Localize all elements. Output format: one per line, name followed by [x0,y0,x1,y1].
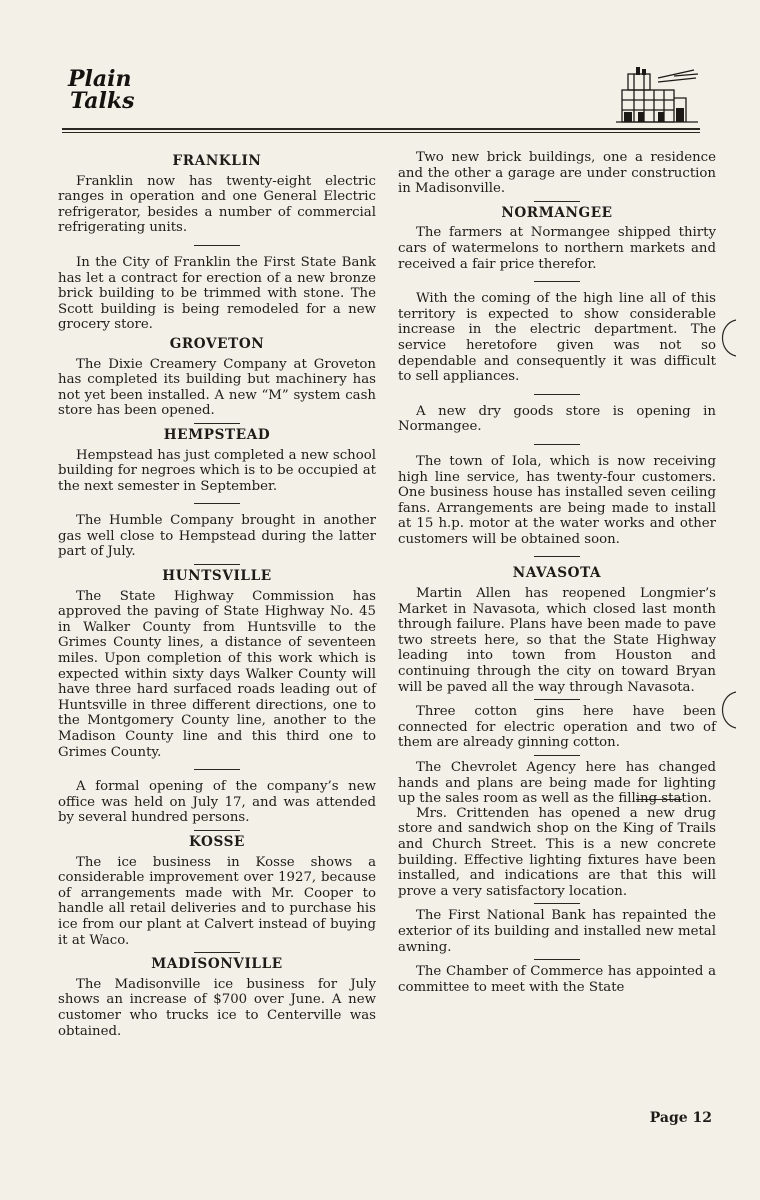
paragraph: With the coming of the high line all of this territory is expected to show considerable increase in the electric department. The service heretofore given was not so dependable and consequently it was difficult to sell appliances. [398,291,716,385]
paragraph: Franklin now has twenty-eight electric ranges in operation and one General Electric refrigerator, besides a number of commercial refrigerating units. [58,173,376,236]
separator [534,699,580,700]
paragraph: A formal opening of the company’s new office was held on July 17, and was attended by several hundred persons. [58,779,376,826]
masthead [62,64,702,134]
separator [534,201,580,202]
paragraph: Martin Allen has reopened Longmier’s Market in Navasota, which closed last month through failure. Plans have been made to pave two streets here, so that the State Highway leading into town from Houston and continuing through the city on toward Bryan will be paved all the way through Navasota. [398,586,716,695]
separator [194,245,240,246]
separator [534,281,580,282]
section-heading-hempstead: HEMPSTEAD [163,426,271,443]
section-heading-navasota: NAVASOTA [512,565,602,582]
section-heading-groveton: GROVETON [169,335,265,352]
masthead-rule [62,128,700,130]
left-column [58,150,376,1039]
plain-talks-logo [68,68,135,112]
separator [194,503,240,504]
separator [534,556,580,557]
paragraph: The Chamber of Commerce has appointed a committee to meet with the State [398,964,716,995]
masthead-rule-thin [62,132,700,133]
separator [534,903,580,904]
paragraph: The ice business in Kosse shows a considerable improvement over 1927, because of arrangements made with Mr. Cooper to handle all retail deliveries and to purchase his ice from our plant at Calvert instead of buying it at Waco. [58,854,376,948]
separator [194,564,240,565]
paragraph: Mrs. Crittenden has opened a new drug store and sandwich shop on the King of Trails and Church Street. This is a new concrete building. Effective lighting fixtures have been installed, and indications are that this will prove a very satisfactory location. [398,805,716,899]
paragraph: The farmers at Normangee shipped thirty cars of watermelons to northern markets and received a fair price therefor. [398,225,716,272]
logo-line-2: Talks [70,88,135,114]
paragraph: Two new brick buildings, one a residence and the other a garage are under construction in Madisonville. [398,150,716,197]
separator [194,830,240,831]
section-heading-normangee: NORMANGEE [501,204,613,221]
paragraph: Hempstead has just completed a new school building for negroes which is to be occupied at the next semester in September. [58,447,376,494]
paragraph: The First National Bank has repainted the exterior of its building and installed new metal awning. [398,908,716,955]
section-heading-franklin: FRANKLIN [172,153,262,169]
section-heading-kosse: KOSSE [189,833,245,850]
separator [534,394,580,395]
paragraph: The Chevrolet Agency here has changed hands and plans are being made for lighting up the sales room as well as the filling station. [398,760,716,807]
logo-line-1: Plain [68,66,132,92]
separator [194,423,240,424]
paragraph: The State Highway Commission has approved the paving of State Highway No. 45 in Walker County from Huntsville to the Grimes County lines, a distance of seventeen miles. Upon completion of this work which is expected within sixty days Walker County will have three hard surfaced roads leading out of Huntsville in three different directions, one to the Montgomery County line, another to the Madison County line and this third one to Grimes County. [58,588,376,760]
separator [534,444,580,445]
paragraph: A new dry goods store is opening in Normangee. [398,403,716,435]
separator [194,769,240,770]
paragraph: In the City of Franklin the First State Bank has let a contract for erection of a new bronze brick building to be trimmed with stone. The Scott building is being remodeled for a new grocery store. [58,254,376,333]
paragraph: The Madisonville ice business for July shows an increase of $700 over June. A new customer who trucks ice to Centerville was obtained. [58,976,376,1039]
paragraph: The town of Iola, which is now receiving high line service, has twenty-four customers. One business house has installed seven ceiling fans. Arrangements are being made to install at 15 h.p. motor at the water works and other customers will be obtained soon. [398,453,716,547]
punch-hole-mark [712,690,738,730]
separator [534,959,580,960]
separator [534,755,580,756]
paragraph: The Humble Company brought in another gas well close to Hempstead during the latter part of July. [58,513,376,560]
section-heading-huntsville: HUNTSVILLE [162,568,272,585]
separator [194,952,240,953]
page-number: Page 12 [649,1110,712,1126]
paragraph: The Dixie Creamery Company at Groveton has completed its building but machinery has not yet been installed. A new “M” system cash store has been opened. [58,356,376,419]
paragraph: Three cotton gins here have been connected for electric operation and two of them are already ginning cotton. [398,704,716,751]
right-column [398,150,716,995]
factory-icon [614,64,700,126]
section-heading-madisonville: MADISONVILLE [151,956,283,973]
punch-hole-mark [712,318,738,358]
